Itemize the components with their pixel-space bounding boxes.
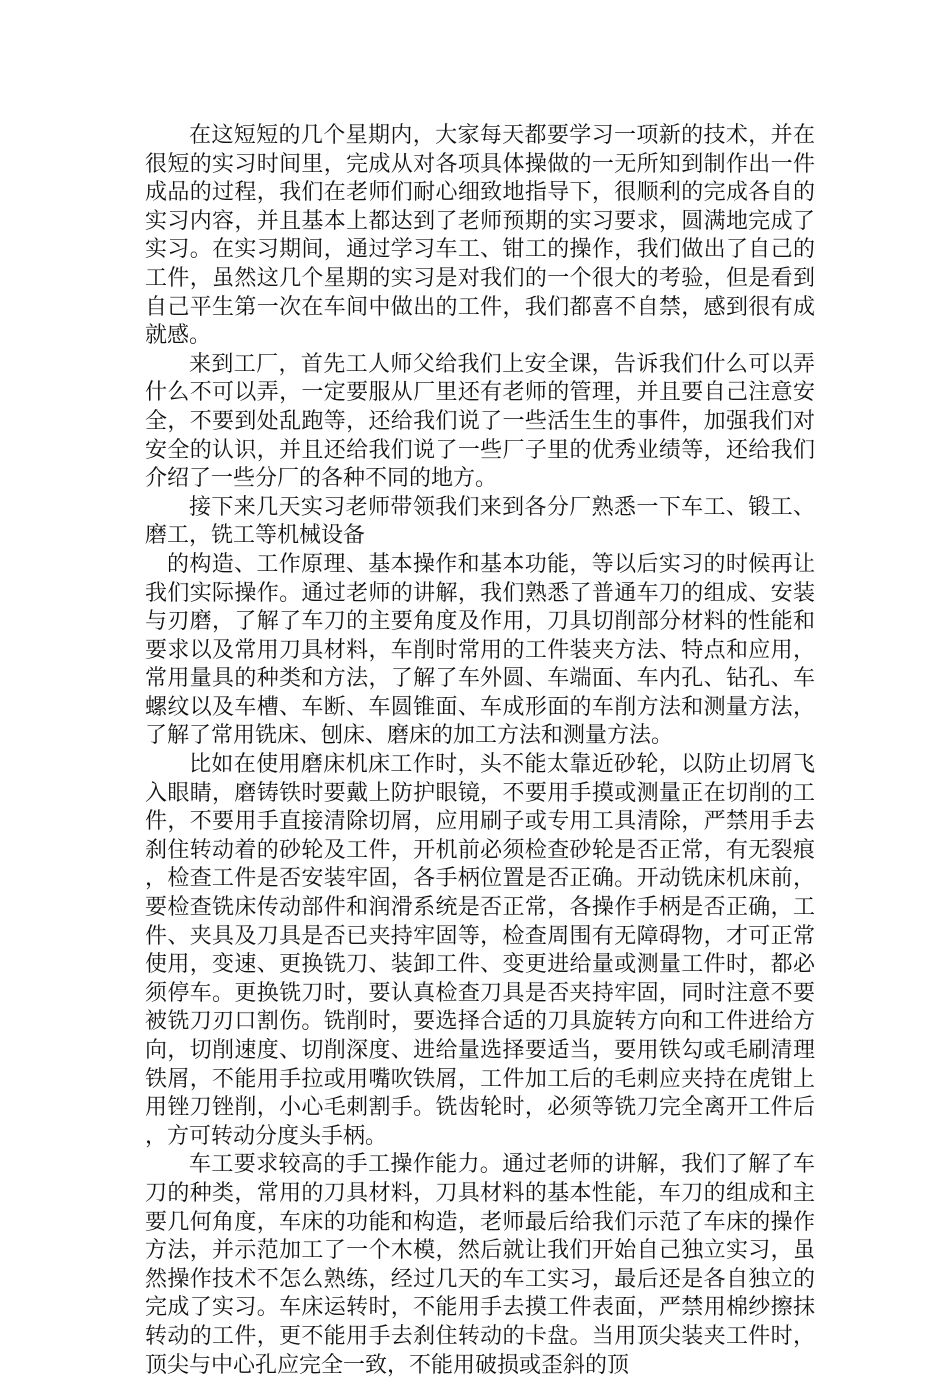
- paragraph-4: 的构造、工作原理、基本操作和基本功能，等以后实习的时候再让我们实际操作。通过老师的讲解，我们熟悉了普通车刀的组成、安装与刃磨，了解了车刀的主要角度及作用，刀具切削部分材料的性能和要求以及常用刀具材料，车削时常用的工件装夹方法、特点和应用，常用量具的种类和方法，了解了车外圆、车端面、车内孔、钻孔、车螺纹以及车槽、车断、车圆锥面、车成形面的车削方法和测量方法，了解了常用铣床、刨床、磨床的加工方法和测量方法。: [145, 551, 815, 749]
- document-body: [145, 122, 815, 1380]
- paragraph-5: 比如在使用磨床机床工作时，头不能太靠近砂轮，以防止切屑飞入眼睛，磨铸铁时要戴上防护眼镜，不要用手摸或测量正在切削的工件，不要用手直接清除切屑，应用刷子或专用工具清除，严禁用手去刹住转动着的砂轮及工件，开机前必须检查砂轮是否正常，有无裂痕，检查工件是否安装牢固，各手柄位置是否正确。开动铣床机床前，要检查铣床传动部件和润滑系统是否正常，各操作手柄是否正确，工件、夹具及刀具是否已夹持牢固等，检查周围有无障碍物，才可正常使用，变速、更换铣刀、装卸工件、变更进给量或测量工件时，都必须停车。更换铣刀时，要认真检查刀具是否夹持牢固，同时注意不要被铣刀刃口割伤。铣削时，要选择合适的刀具旋转方向和工件进给方向，切削速度、切削深度、进给量选择要适当，要用铁勾或毛刷清理铁屑，不能用手拉或用嘴吹铁屑，工件加工后的毛刺应夹持在虎钳上用锉刀锉削，小心毛刺割手。铣齿轮时，必须等铣刀完全离开工件后，方可转动分度头手柄。: [145, 752, 815, 1149]
- paragraph-6: 车工要求较高的手工操作能力。通过老师的讲解，我们了解了车刀的种类，常用的刀具材料，刀具材料的基本性能，车刀的组成和主要几何角度，车床的功能和构造，老师最后给我们示范了车床的操作方法，并示范加工了一个木模，然后就让我们开始自己独立实习，虽然操作技术不怎么熟练，经过几天的车工实习，最后还是各自独立的完成了实习。车床运转时，不能用手去摸工件表面，严禁用棉纱擦抹转动的工件，更不能用手去刹住转动的卡盘。当用顶尖装夹工件时，顶尖与中心孔应完全一致，不能用破损或歪斜的顶: [145, 1152, 815, 1378]
- paragraph-3: 接下来几天实习老师带领我们来到各分厂熟悉一下车工、锻工、磨工，铣工等机械设备: [145, 494, 815, 549]
- paragraph-1: 在这短短的几个星期内，大家每天都要学习一项新的技术，并在很短的实习时间里，完成从对各项具体操做的一无所知到制作出一件成品的过程，我们在老师们耐心细致地指导下，很顺利的完成各自的实习内容，并且基本上都达到了老师预期的实习要求，圆满地完成了实习。在实习期间，通过学习车工、钳工的操作，我们做出了自己的工件，虽然这几个星期的实习是对我们的一个很大的考验，但是看到自己平生第一次在车间中做出的工件，我们都喜不自禁，感到很有成就感。: [145, 123, 815, 349]
- paragraph-2: 来到工厂，首先工人师父给我们上安全课，告诉我们什么可以弄什么不可以弄，一定要服从厂里还有老师的管理，并且要自己注意安全，不要到处乱跑等，还给我们说了一些活生生的事件，加强我们对安全的认识，并且还给我们说了一些厂子里的优秀业绩等，还给我们介绍了一些分厂的各种不同的地方。: [145, 351, 815, 492]
